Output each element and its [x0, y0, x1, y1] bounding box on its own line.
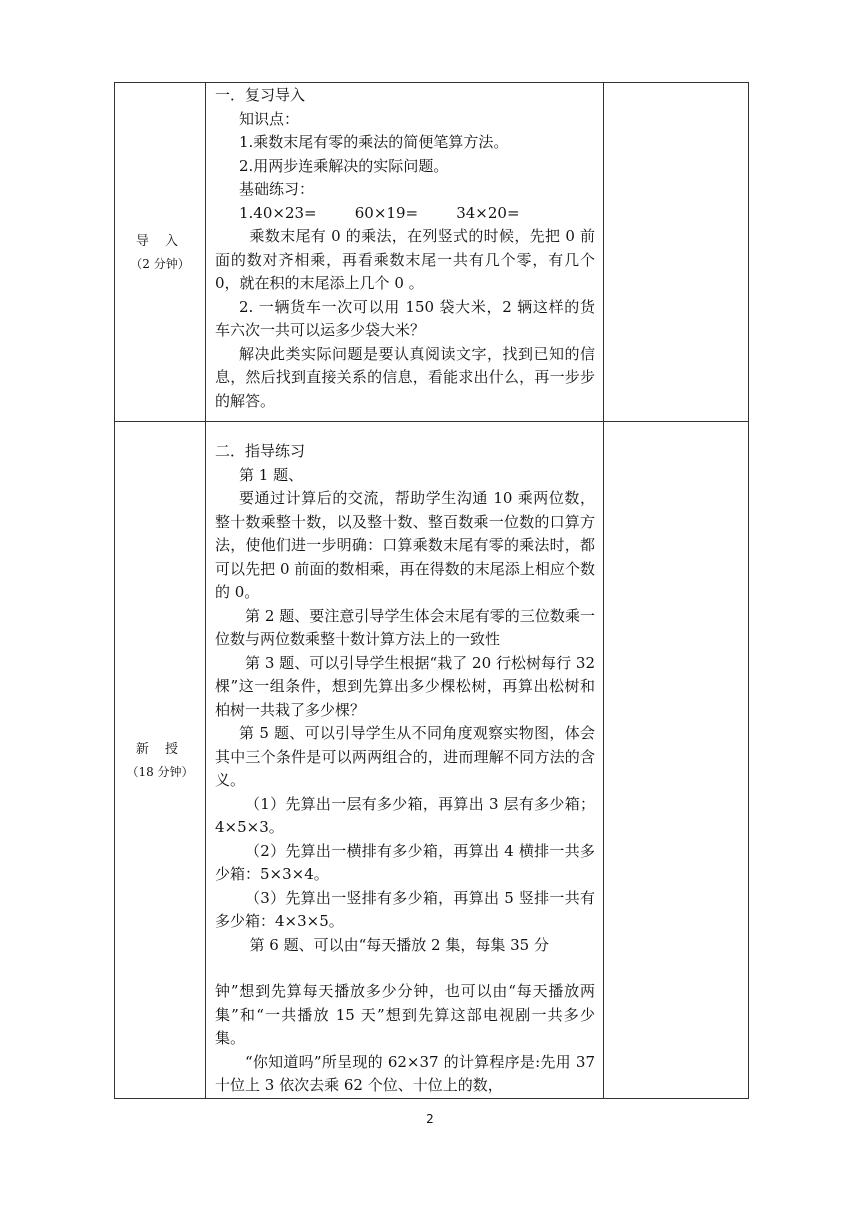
lesson-plan-table [114, 82, 749, 1099]
paragraph: 2.用两步连乘解决的实际问题。 [239, 156, 449, 175]
paragraph: 钟”想到先算每天播放多少分钟，也可以由“每天播放两集”和“一共播放 15 天”想到先算这部电视剧一共多少集。 [215, 982, 595, 1047]
paragraph: （1）先算出一层有多少箱，再算出 3 层有多少箱；4×5×3。 [215, 794, 595, 836]
paragraph: 解决此类实际问题是要认真阅读文字，找到已知的信息，然后找到直接关系的信息，看能求出什么，再一步步的解答。 [215, 344, 595, 410]
paragraph: 第 1 题、 [239, 465, 304, 484]
paragraph: 乘数末尾有 0 的乘法，在列竖式的时候，先把 0 前面的数对齐相乘，再看乘数末尾一共有几个零，有几个 0，就在积的末尾添上几个 0 。 [215, 227, 595, 292]
paragraph: 基础练习： [239, 180, 315, 198]
section-heading: 二．指导练习 [215, 442, 306, 460]
paragraph: （2）先算出一横排有多少箱，再算出 4 横排一共多少箱：5×3×4。 [215, 841, 595, 883]
content-cell-intro [206, 83, 604, 422]
paragraph: 2. 一辆货车一次可以用 150 袋大米，2 辆这样的货车六次一共可以运多少袋大米？ [215, 297, 595, 339]
content-cell-new-lesson [206, 422, 604, 1099]
paragraph: 第 6 题、可以由“每天播放 2 集，每集 35 分 [249, 935, 549, 954]
paragraph: “你知道吗”所呈现的 62×37 的计算程序是:先用 37 十位上 3 依次去乘 62 个位、十位上的数， [215, 1052, 595, 1094]
stage-time: （18 分钟） [126, 765, 194, 779]
exercise-formulas: 1.40×23= 60×19= 34×20= [239, 203, 520, 222]
paragraph: 1.乘数末尾有零的乘法的简便笔算方法。 [239, 133, 509, 151]
paragraph: 第 2 题、要注意引导学生体会末尾有零的三位数乘一位数与两位数乘整十数计算方法上的一致性 [215, 606, 595, 648]
stage-name: 导 入 [135, 234, 185, 249]
table-row-new-lesson [115, 422, 749, 1099]
paragraph: 第 3 题、可以引导学生根据“栽了 20 行松树每行 32 棵”这一组条件，想到先算出多少棵松树，再算出松树和柏树一共栽了多少棵？ [215, 653, 595, 719]
stage-time: （2 分钟） [130, 257, 190, 271]
stage-name: 新 授 [135, 742, 185, 757]
table-row-intro [115, 83, 749, 422]
stage-cell-new-lesson [115, 422, 206, 1099]
section-heading: 一．复习导入 [215, 86, 306, 104]
page-number: 2 [426, 1112, 434, 1126]
paragraph: 知识点： [239, 109, 300, 128]
notes-cell-new-lesson [604, 422, 749, 1099]
notes-cell-intro [604, 83, 749, 422]
paragraph: （3）先算出一竖排有多少箱，再算出 5 竖排一共有多少箱：4×3×5。 [215, 888, 595, 930]
stage-cell-intro [115, 83, 206, 422]
paragraph: 第 5 题、可以引导学生从不同角度观察实物图，体会其中三个条件是可以两两组合的，进而理解不同方法的含义。 [215, 724, 595, 789]
paragraph: 要通过计算后的交流，帮助学生沟通 10 乘两位数，整十数乘整十数，以及整十数、整百数乘一位数的口算方法，使他们进一步明确：口算乘数末尾有零的乘法时，都可以先把 0 前面的数相乘，再在得数的末尾添上相应个数的 0。 [215, 489, 595, 601]
